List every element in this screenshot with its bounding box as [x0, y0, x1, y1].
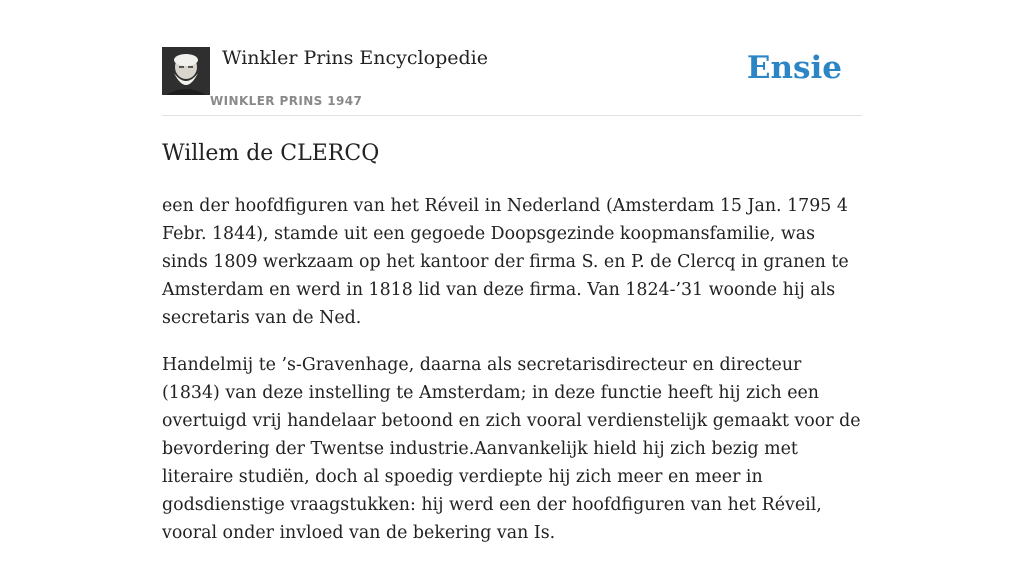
article-title: Willem de CLERCQ: [162, 141, 380, 166]
article-paragraph: Handelmij te ’s-Gravenhage, daarna als secretarisdirecteur en directeur (1834) van deze instelling te Amsterdam; in deze functie heeft hij zich een overtuigd vrij handelaar betoond en zich vooral verdienstelijk gemaakt voor de bevordering der Twentse industrie.Aanvankelijk hield hij zich bezig met literaire studiën, doch al spoedig verdiepte hij zich meer en meer in godsdienstige vraagstukken: hij werd een der hoofdfiguren van het Réveil, vooral onder invloed van de bekering van Is.: [162, 355, 861, 543]
site-header: [162, 0, 862, 116]
ensie-logo[interactable]: Ensie: [746, 50, 842, 86]
content-container: [162, 0, 862, 543]
edition-label: WINKLER PRINS 1947: [210, 94, 363, 108]
avatar[interactable]: [162, 47, 210, 95]
site-name[interactable]: Winkler Prins Encyclopedie: [222, 47, 488, 69]
article-body: [162, 192, 862, 566]
portrait-icon: [162, 47, 210, 95]
article-paragraph: een der hoofdfiguren van het Réveil in Nederland (Amsterdam 15 Jan. 1795 4 Febr. 1844), stamde uit een gegoede Doopsgezinde koopmansfamilie, was sinds 1809 werkzaam op het kantoor der firma S. en P. de Clercq in granen te Amsterdam en werd in 1818 lid van deze firma. Van 1824-’31 woonde hij als secretaris van de Ned.: [162, 196, 849, 328]
